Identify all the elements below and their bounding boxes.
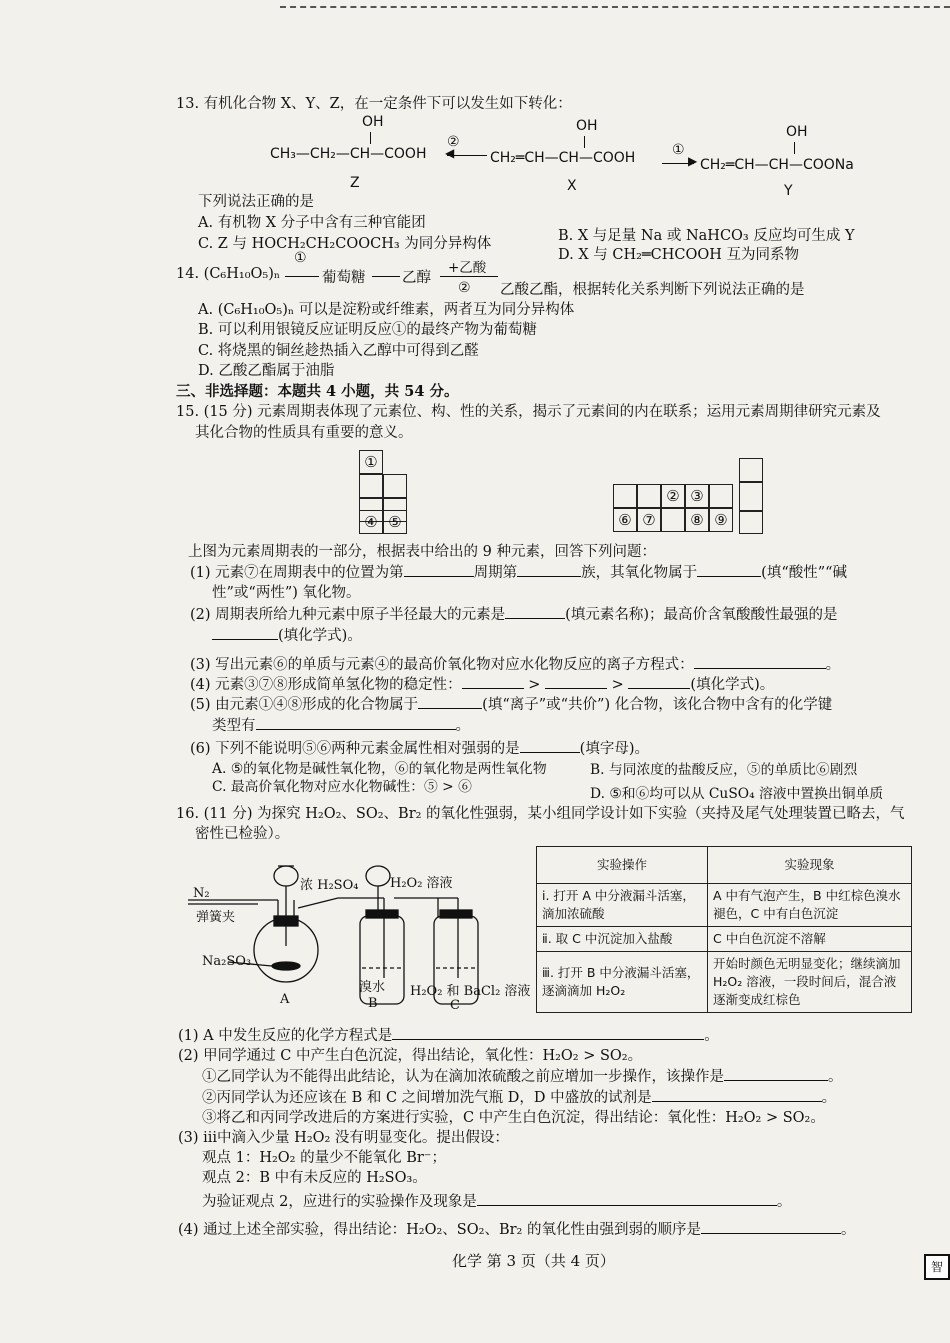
- row-operation: ⅱ. 取 C 中沉淀加入盐酸: [537, 927, 708, 952]
- q16-stem-1: 16. (11 分) 为探究 H₂O₂、SO₂、Br₂ 的氧化性强弱，某小组同学设计如下实验（夹持及尾气处理装置已略去，气: [176, 806, 905, 822]
- element-8: ⑧: [685, 508, 709, 532]
- q15-p2: [190, 603, 837, 624]
- q16-p1-text: (1) A 中发生反应的化学方程式是: [178, 1028, 393, 1044]
- gt-sign: >: [528, 677, 541, 693]
- left-arrowhead: ◀: [445, 146, 455, 160]
- q16-p2b-text: ②丙同学认为还应该在 B 和 C 之间增加洗气瓶 D，D 中盛放的试剂是: [202, 1090, 652, 1106]
- q16-p3b-end: 。: [776, 1194, 792, 1210]
- q15-p5b: (填“离子”或“共价”) 化合物，该化合物中含有的化学键: [482, 697, 833, 713]
- q15-p4b: (填化学式)。: [690, 677, 775, 693]
- q16-p1-end: 。: [704, 1028, 719, 1044]
- apparatus-c-label: C: [450, 998, 460, 1013]
- q13-option-c: C. Z 与 HOCH₂CH₂COOCH₃ 为同分异构体: [198, 236, 492, 252]
- element-9: ⑨: [709, 508, 733, 532]
- q15-option-a: A. ⑤的氧化物是碱性氧化物，⑥的氧化物是两性氧化物: [212, 761, 547, 777]
- q15-p4: [190, 673, 774, 694]
- answer-blank[interactable]: [404, 564, 474, 577]
- cell-empty: [359, 474, 383, 498]
- q15-p3: [190, 653, 840, 674]
- q15-p5: [190, 693, 832, 714]
- q15-option-c: C. 最高价氧化物对应水化物碱性：⑤ > ⑥: [212, 779, 472, 795]
- q15-p5-line2: [212, 714, 470, 735]
- q15-p6: [190, 737, 649, 758]
- answer-blank[interactable]: [520, 740, 580, 753]
- q14-acid-label: +乙酸: [448, 260, 487, 276]
- q13-option-d: D. X 与 CH₂═CHCOOH 互为同系物: [558, 247, 800, 263]
- h2so4-label: 浓 H₂SO₄: [300, 878, 359, 893]
- answer-blank[interactable]: [697, 564, 761, 577]
- page-footer: 化学 第 3 页（共 4 页）: [452, 1252, 615, 1270]
- q16-p1: [178, 1024, 719, 1045]
- q14-arrow2-label: ②: [458, 280, 471, 296]
- q16-p2a: [202, 1065, 843, 1086]
- right-arrowhead: ▶: [688, 154, 698, 168]
- q15-p2b: (填元素名称)；最高价含氧酸酸性最强的是: [565, 607, 838, 623]
- q15-p1: [190, 561, 847, 582]
- q15-p1b: 周期第: [473, 565, 518, 581]
- q16-p2b: [202, 1086, 836, 1107]
- answer-blank[interactable]: [652, 1089, 822, 1102]
- q14-option-d: D. 乙酸乙酯属于油脂: [198, 363, 335, 379]
- q14-glucose: 葡萄糖: [322, 270, 366, 286]
- row-phenomenon: A 中有气泡产生，B 中红棕色溴水褪色，C 中有白色沉淀: [708, 884, 912, 927]
- q16-p2a-end: 。: [828, 1069, 843, 1085]
- cell-empty: [739, 482, 763, 512]
- top-dashed-line: [280, 6, 950, 8]
- answer-blank[interactable]: [462, 676, 524, 689]
- answer-blank[interactable]: [724, 1068, 828, 1081]
- table-row: [537, 927, 912, 952]
- table-row: [537, 884, 912, 927]
- na2so3-label: Na₂SO₃: [202, 954, 252, 969]
- q15-p4a: (4) 元素③⑦⑧形成简单氢化物的稳定性：: [190, 677, 462, 693]
- row-phenomenon: C 中白色沉淀不溶解: [708, 927, 912, 952]
- answer-blank[interactable]: [256, 717, 456, 730]
- header-phenomenon: 实验现象: [708, 847, 912, 884]
- answer-blank[interactable]: [628, 676, 690, 689]
- z-bond: [370, 132, 371, 144]
- table-header-row: [537, 847, 912, 884]
- q15-p2-line2: [212, 624, 362, 645]
- q15-p3-end: 。: [825, 657, 841, 673]
- bromine-label: 溴水: [359, 980, 386, 995]
- answer-blank[interactable]: [392, 1027, 704, 1040]
- q15-p1a: (1) 元素⑦在周期表中的位置为第: [190, 565, 404, 581]
- q16-view1: 观点 1：H₂O₂ 的量少不能氧化 Br⁻；: [202, 1150, 446, 1166]
- q16-p2a-text: ①乙同学认为不能得出此结论，认为在滴加浓硫酸之前应增加一步操作，该操作是: [202, 1069, 724, 1085]
- x-label: X: [567, 178, 577, 194]
- answer-blank[interactable]: [212, 627, 278, 640]
- q15-p5-end: 。: [455, 718, 470, 734]
- row-phenomenon: 开始时颜色无明显变化；继续滴加 H₂O₂ 溶液，一段时间后，混合液逐渐变成红棕色: [708, 952, 912, 1013]
- arrow2-label: ②: [447, 134, 460, 150]
- q15-p1d: (填“酸性”“碱: [761, 565, 848, 581]
- z-oh: OH: [362, 114, 384, 130]
- element-2: ②: [661, 484, 685, 508]
- y-oh: OH: [786, 124, 808, 140]
- q14-arrow1: [285, 276, 319, 277]
- q15-p3-text: (3) 写出元素⑥的单质与元素④的最高价氧化物对应水化物反应的离子方程式：: [190, 657, 694, 673]
- clip-label: 弹簧夹: [196, 910, 236, 925]
- q14-stem-start: 14. (C₆H₁₀O₅)ₙ: [176, 266, 281, 282]
- q15-option-d: D. ⑤和⑥均可以从 CuSO₄ 溶液中置换出铜单质: [590, 786, 884, 802]
- q16-p2b-end: 。: [821, 1090, 837, 1106]
- element-4: ④: [359, 510, 383, 534]
- q16-stem-2: 密性已检验）。: [195, 826, 290, 842]
- q15-intro: 上图为元素周期表的一部分，根据表中给出的 9 种元素，回答下列问题：: [188, 544, 656, 560]
- q16-p3: (3) ⅲ中滴入少量 H₂O₂ 没有明显变化。提出假设：: [178, 1130, 509, 1146]
- z-formula: CH₃—CH₂—CH—COOH: [270, 146, 427, 162]
- cell-empty: [613, 484, 637, 508]
- q16-p4-end: 。: [840, 1222, 856, 1238]
- q15-stem-2: 其化合物的性质具有重要的意义。: [195, 425, 413, 441]
- apparatus-a-label: A: [280, 992, 290, 1007]
- q15-p2c: (填化学式)。: [278, 628, 362, 644]
- q15-p2a: (2) 周期表所给九种元素中原子半径最大的元素是: [190, 607, 506, 623]
- q14-arrow1-label: ①: [294, 250, 307, 266]
- cell-empty: [739, 458, 763, 482]
- apparatus-b-label: B: [368, 996, 378, 1011]
- answer-blank[interactable]: [517, 564, 581, 577]
- section-heading: 三、非选择题：本题共 4 小题，共 54 分。: [176, 383, 459, 400]
- element-3: ③: [685, 484, 709, 508]
- q13-stem: 13. 有机化合物 X、Y、Z，在一定条件下可以发生如下转化：: [176, 96, 572, 112]
- q14-arrow-mid: [372, 276, 400, 277]
- q16-p2: (2) 甲同学通过 C 中产生白色沉淀，得出结论，氧化性：H₂O₂ > SO₂。: [178, 1048, 643, 1064]
- q16-view2: 观点 2：B 中有未反应的 H₂SO₃。: [202, 1170, 427, 1186]
- x-bond: [584, 136, 585, 148]
- q15-stem-1: 15. (15 分) 元素周期表体现了元素位、构、性的关系，揭示了元素间的内在联系；运用元素周期律研究元素及: [176, 404, 881, 420]
- answer-blank[interactable]: [505, 606, 565, 619]
- q15-p5a: (5) 由元素①④⑧形成的化合物属于: [190, 697, 419, 713]
- q14-option-b: B. 可以利用银镜反应证明反应①的最终产物为葡萄糖: [198, 322, 537, 338]
- cell-empty: [739, 510, 763, 534]
- q14-option-a: A. (C₆H₁₀O₅)ₙ 可以是淀粉或纤维素，两者互为同分异构体: [198, 302, 575, 318]
- cell-empty: [637, 484, 661, 508]
- q14-stem-end: 乙酸乙酯，根据转化关系判断下列说法正确的是: [500, 282, 805, 298]
- n2-label: N₂: [193, 886, 210, 901]
- answer-blank[interactable]: [418, 696, 482, 709]
- q16-p4-text: (4) 通过上述全部实验，得出结论：H₂O₂、SO₂、Br₂ 的氧化性由强到弱的顺序是: [178, 1222, 701, 1238]
- q15-p1c: 族，其氧化物属于: [581, 565, 698, 581]
- q14-option-c: C. 将烧黑的铜丝趁热插入乙醇中可得到乙醛: [198, 343, 479, 359]
- q13-option-b: B. X 与足量 Na 或 NaHCO₃ 反应均可生成 Y: [558, 228, 855, 244]
- arrow1-label: ①: [672, 142, 685, 158]
- q14-arrow2: [440, 276, 498, 277]
- element-6: ⑥: [613, 508, 637, 532]
- q15-p1e: 性”或“两性”) 氧化物。: [212, 585, 361, 601]
- answer-blank[interactable]: [477, 1193, 777, 1206]
- q15-p5c: 类型有: [212, 718, 256, 734]
- element-7: ⑦: [637, 508, 661, 532]
- header-operation: 实验操作: [537, 847, 708, 884]
- y-formula: CH₂═CH—CH—COONa: [700, 157, 854, 173]
- gt-sign: >: [611, 677, 624, 693]
- experiment-table: [536, 846, 912, 1013]
- row-operation: ⅰ. 打开 A 中分液漏斗活塞，滴加浓硫酸: [537, 884, 708, 927]
- element-5: ⑤: [383, 510, 407, 534]
- answer-blank[interactable]: [545, 676, 607, 689]
- corner-mark: 智: [924, 1254, 950, 1280]
- q16-p2c: ③将乙和丙同学改进后的方案进行实验，C 中产生白色沉淀，得出结论：氧化性：H₂O₂ > SO₂。: [202, 1110, 825, 1126]
- z-label: Z: [350, 175, 360, 191]
- y-bond: [794, 142, 795, 154]
- cell-empty: [661, 508, 685, 532]
- cell-empty: [709, 484, 733, 508]
- bacl2-label: H₂O₂ 和 BaCl₂ 溶液: [410, 984, 531, 999]
- row-operation: ⅲ. 打开 B 中分液漏斗活塞，逐滴滴加 H₂O₂: [537, 952, 708, 1013]
- answer-blank[interactable]: [694, 656, 826, 669]
- cell-empty: [383, 474, 407, 498]
- q13-option-a: A. 有机物 X 分子中含有三种官能团: [198, 215, 426, 231]
- h2o2-label: H₂O₂ 溶液: [390, 876, 453, 891]
- q14-ethanol: 乙醇: [402, 270, 431, 286]
- y-label: Y: [784, 183, 793, 199]
- element-1: ①: [359, 450, 383, 474]
- q16-p4: [178, 1218, 855, 1239]
- q16-p3b: [202, 1190, 791, 1211]
- answer-blank[interactable]: [701, 1221, 841, 1234]
- q16-p3b-text: 为验证观点 2，应进行的实验操作及现象是: [202, 1194, 477, 1210]
- table-row: [537, 952, 912, 1013]
- q15-p6b: (填字母)。: [579, 741, 649, 757]
- x-oh: OH: [576, 118, 598, 134]
- q13-prompt: 下列说法正确的是: [198, 194, 314, 210]
- x-formula: CH₂═CH—CH—COOH: [490, 150, 636, 166]
- q15-p6a: (6) 下列不能说明⑤⑥两种元素金属性相对强弱的是: [190, 741, 520, 757]
- q15-option-b: B. 与同浓度的盐酸反应，⑤的单质比⑥剧烈: [590, 762, 858, 778]
